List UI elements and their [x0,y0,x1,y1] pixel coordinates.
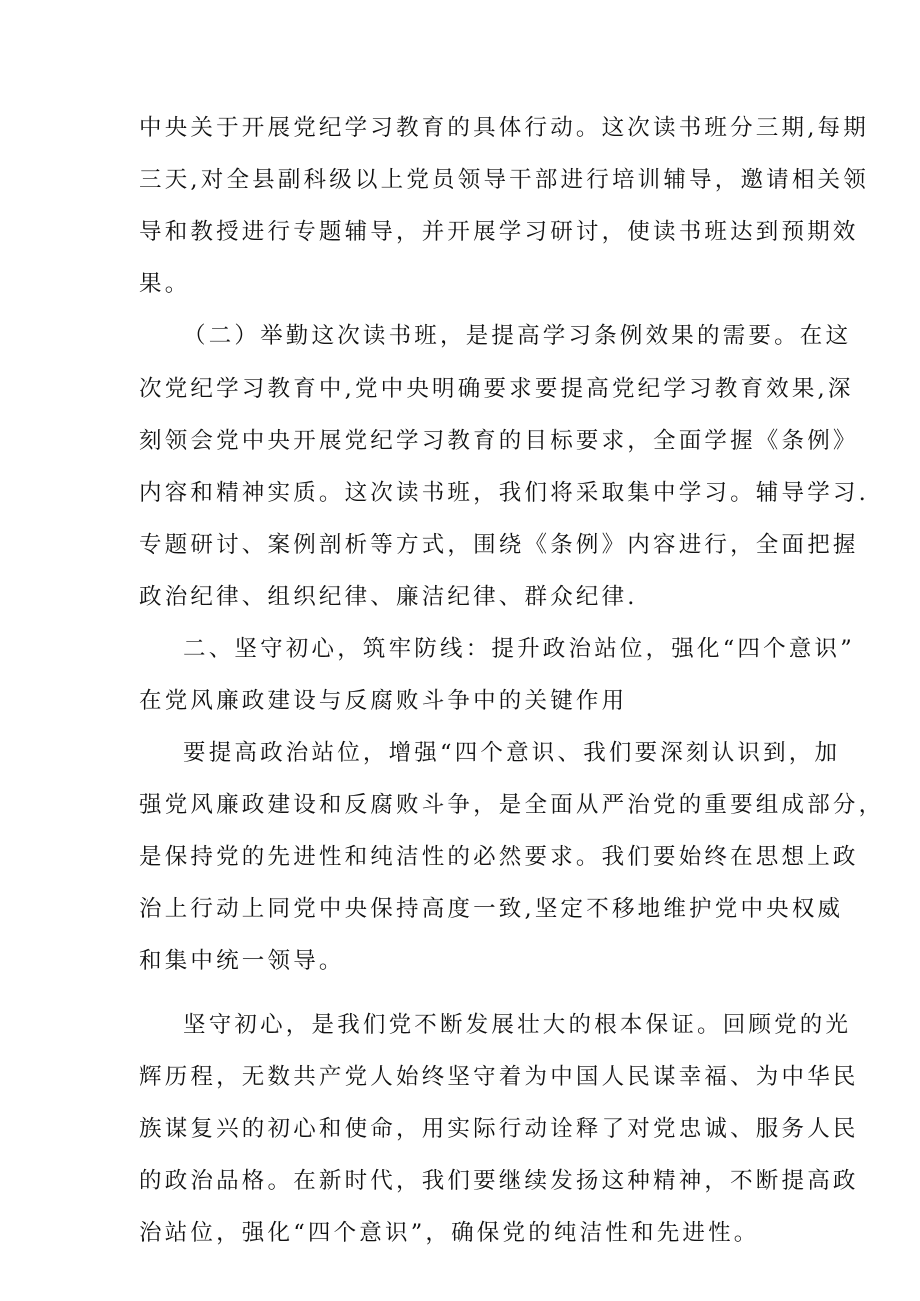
paragraph-3-line-2: 强党风廉政建设和反腐败斗争，是全面从严治党的重要组成部分， [139,792,885,818]
paragraph-2-line-4: 内容和精神实质。这次读书班，我们将采取集中学习。辅导学习. [139,480,869,506]
paragraph-2-line-3: 刻领会党中央开展党纪学习教育的目标要求，全面学握《条例》 [139,428,859,454]
paragraph-2-line-1: （二）举勤这次读书班，是提高学习条例效果的需要。在这 [183,323,852,349]
paragraph-2-line-5: 专题研讨、案例剖析等方式，围绕《条例》内容进行，全面把握 [139,532,859,558]
paragraph-4-line-2: 辉历程，无数共产党人始终坚守着为中国人民谋幸福、为中华民 [139,1064,859,1090]
paragraph-3-line-4: 治上行动上同党中央保持高度一致,坚定不移地维护党中央权威 [139,896,844,922]
paragraph-1-line-4: 果。 [139,271,191,297]
paragraph-3-line-1: 要提高政治站位，增强“四个意识、我们要深刻认识到，加 [183,740,841,766]
paragraph-3-line-3: 是保持党的先进性和纯洁性的必然要求。我们要始终在思想上政 [139,844,859,870]
paragraph-2-line-6: 政治纪律、组织纪律、廉洁纪律、群众纪律. [139,584,638,610]
paragraph-1-line-3: 导和教授进行专题辅导，并开展学习研讨，使读书班达到预期效 [139,219,859,245]
paragraph-4-line-5: 治站位，强化“四个意识”，确保党的纯洁性和先进性。 [139,1220,760,1246]
section-heading-line-2: 在党风廉政建设与反腐败斗争中的关键作用 [139,688,628,714]
paragraph-4-line-1: 坚守初心，是我们党不断发展壮大的根本保证。回顾党的光 [183,1012,852,1038]
section-heading-line-1: 二、坚守初心，筑牢防线：提升政治站位，强化“四个意识” [183,636,855,662]
paragraph-3-line-5: 和集中统一领导。 [139,948,345,974]
paragraph-1-line-1: 中央关于开展党纪学习教育的具体行动。这次读书班分三期,每期 [139,115,869,141]
paragraph-4-line-3: 族谋复兴的初心和使命，用实际行动诠释了对党忠诚、服务人民 [139,1116,859,1142]
paragraph-1-line-2: 三天,对全县副科级以上党员领导干部进行培训辅导，邀请相关领 [139,167,869,193]
paragraph-2-line-2: 次党纪学习教育中,党中央明确要求要提高党纪学习教育效果,深 [139,376,854,402]
paragraph-4-line-4: 的政治品格。在新时代，我们要继续发扬这种精神，不断提高政 [139,1168,859,1194]
